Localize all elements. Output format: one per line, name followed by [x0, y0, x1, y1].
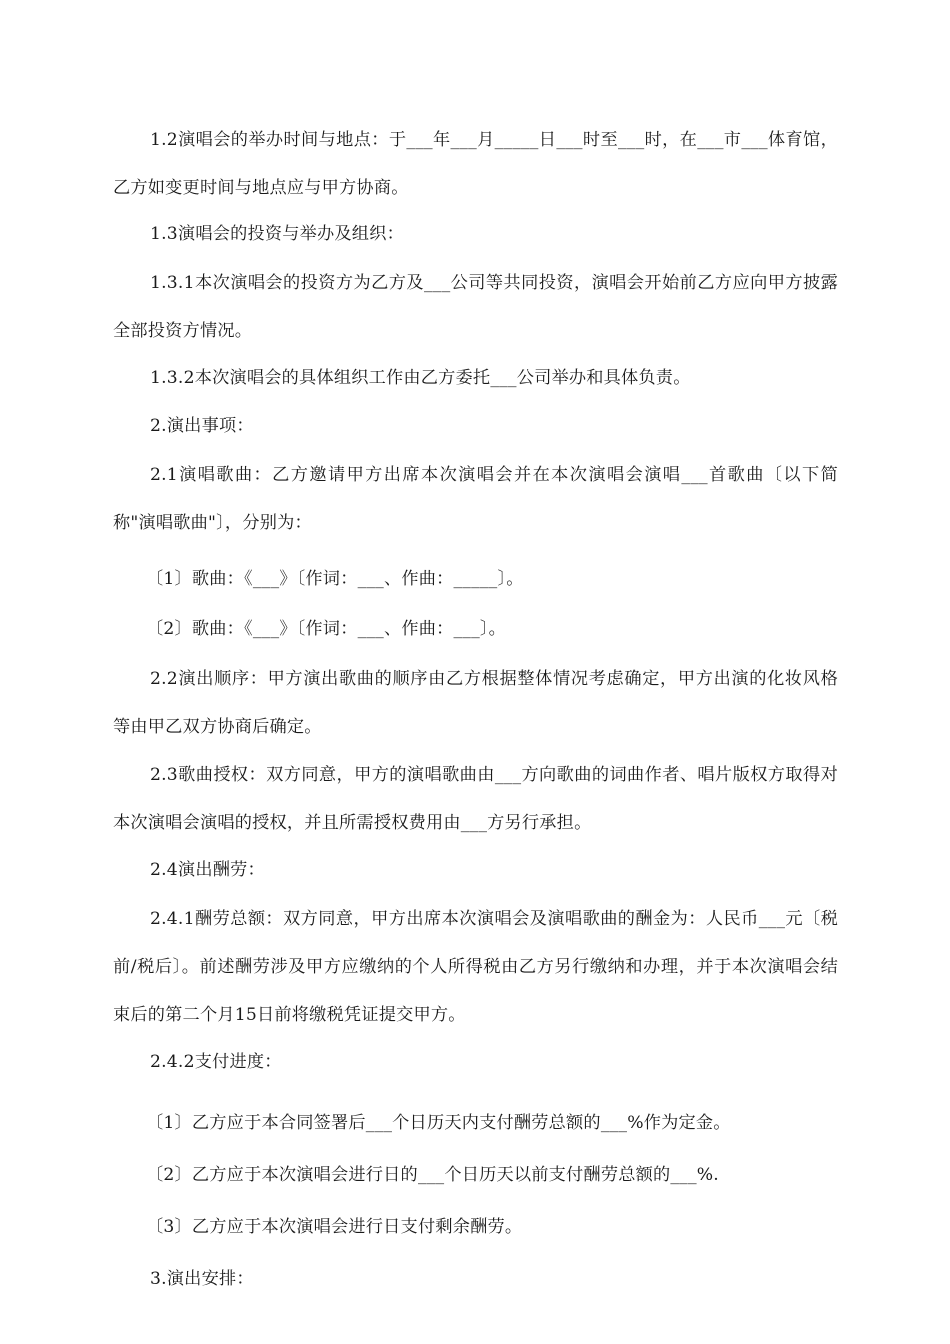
clause-2-1: 2.1演唱歌曲：乙方邀请甲方出席本次演唱会并在本次演唱会演唱___首歌曲〔以下简称"演唱歌曲"〕，分别为： [113, 465, 838, 534]
clause-2-4: 2.4演出酬劳： [150, 860, 265, 881]
payment-item-1: 〔1〕乙方应于本合同签署后___个日历天内支付酬劳总额的___%作为定金。 [146, 1113, 731, 1134]
clause-2-3: 2.3歌曲授权：双方同意，甲方的演唱歌曲由___方向歌曲的词曲作者、唱片版权方取得对本次演唱会演唱的授权，并且所需授权费用由___方另行承担。 [113, 765, 838, 834]
clause-1-3-1: 1.3.1本次演唱会的投资方为乙方及___公司等共同投资，演唱会开始前乙方应向甲方披露全部投资方情况。 [113, 273, 838, 342]
clause-1-3-2: 1.3.2本次演唱会的具体组织工作由乙方委托___公司举办和具体负责。 [150, 368, 691, 389]
clause-1-2: 1.2演唱会的举办时间与地点：于___年___月_____日___时至___时，在___市___体育馆，乙方如变更时间与地点应与甲方协商。 [113, 130, 838, 199]
song-item-1: 〔1〕歌曲：《___》〔作词：___、作曲：_____〕。 [146, 569, 524, 590]
clause-2-4-2: 2.4.2支付进度： [150, 1052, 282, 1073]
clause-1-3: 1.3演唱会的投资与举办及组织： [150, 224, 404, 245]
payment-item-2: 〔2〕乙方应于本次演唱会进行日的___个日历天以前支付酬劳总额的___%. [146, 1165, 719, 1186]
payment-item-3: 〔3〕乙方应于本次演唱会进行日支付剩余酬劳。 [146, 1217, 523, 1238]
song-item-2: 〔2〕歌曲：《___》〔作词：___、作曲：___〕。 [146, 619, 507, 640]
section-2-heading: 2.演出事项： [150, 416, 254, 437]
section-3-heading: 3.演出安排： [150, 1269, 254, 1290]
clause-2-2: 2.2演出顺序：甲方演出歌曲的顺序由乙方根据整体情况考虑确定，甲方出演的化妆风格等由甲乙双方协商后确定。 [113, 669, 838, 738]
clause-2-4-1: 2.4.1酬劳总额：双方同意，甲方出席本次演唱会及演唱歌曲的酬金为：人民币___元〔税前/税后〕。前述酬劳涉及甲方应缴纳的个人所得税由乙方另行缴纳和办理，并于本次演唱会结束后的第二个月15日前将缴税凭证提交甲方。 [113, 909, 838, 1026]
